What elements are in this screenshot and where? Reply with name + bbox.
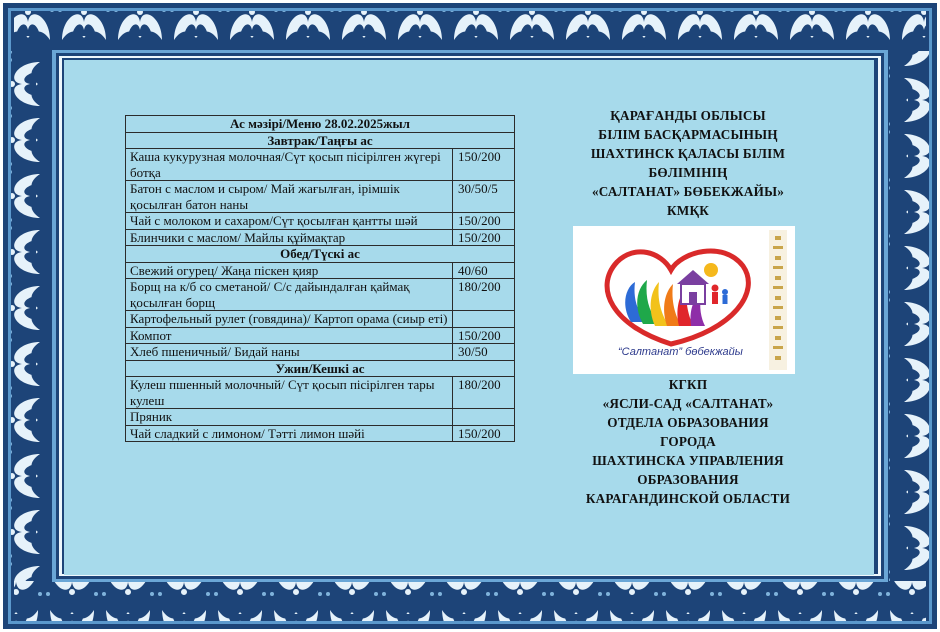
table-row: [126, 279, 515, 311]
org-ru-line: КАРАГАНДИНСКОЙ ОБЛАСТИ: [585, 491, 791, 506]
org-ru-line: «ЯСЛИ-САД «САЛТАНАТ»: [602, 396, 774, 411]
section-heading-lunch: Обед/Түскі ас: [126, 246, 515, 263]
dish-name: Чай сладкий с лимоном/ Тәтті лимон шәйі: [126, 425, 453, 442]
org-kz-line: КМҚК: [667, 203, 709, 218]
dish-portion: 30/50/5: [453, 181, 515, 213]
table-row: [126, 262, 515, 279]
dish-name: Свежий огурец/ Жаңа піскен қияр: [126, 262, 453, 279]
dish-name: Хлеб пшеничный/ Бидай наны: [126, 344, 453, 361]
dish-portion: 150/200: [453, 213, 515, 230]
dish-portion: 150/200: [453, 327, 515, 344]
org-name-russian: [558, 375, 818, 508]
table-row: [126, 229, 515, 246]
org-kz-line: ШАХТИНСК ҚАЛАСЫ БІЛІМ: [590, 146, 786, 161]
dish-name: Картофельный рулет (говядина)/ Картоп орама (сиыр еті): [126, 311, 453, 328]
dish-portion: [453, 311, 515, 328]
table-row: [126, 181, 515, 213]
section-heading-row: [126, 132, 515, 149]
org-ru-line: ГОРОДА: [660, 434, 716, 449]
dish-name: Пряник: [126, 409, 453, 426]
section-heading-breakfast: Завтрак/Таңғы ас: [126, 132, 515, 149]
dish-portion: 180/200: [453, 377, 515, 409]
dish-portion: 150/200: [453, 229, 515, 246]
dish-name: Борщ на к/б со сметаной/ С/с дайындалған қаймақ қосылған борщ: [126, 279, 453, 311]
table-row: [126, 409, 515, 426]
table-row: [126, 149, 515, 181]
menu-title: Ас мәзірі/Меню 28.02.2025жыл: [126, 116, 515, 133]
table-row: [126, 425, 515, 442]
org-kz-line: «САЛТАНАТ» БӨБЕКЖАЙЫ»: [591, 184, 785, 199]
menu-title-row: [126, 116, 515, 133]
org-ru-line: ОБРАЗОВАНИЯ: [637, 472, 739, 487]
dish-portion: [453, 409, 515, 426]
table-row: [126, 344, 515, 361]
dish-name: Чай с молоком и сахаром/Сүт қосылған қантты шәй: [126, 213, 453, 230]
table-row: [126, 213, 515, 230]
dish-name: Батон с маслом и сыром/ Май жағылған, ірімшік қосылған батон наны: [126, 181, 453, 213]
org-ru-line: ШАХТИНСКА УПРАВЛЕНИЯ: [592, 453, 784, 468]
org-ru-line: КГКП: [668, 377, 708, 392]
org-kz-line: ҚАРАҒАНДЫ ОБЛЫСЫ: [610, 108, 766, 123]
dish-name: Каша кукурузная молочная/Сүт қосып пісірілген жүгері ботқа: [126, 149, 453, 181]
dish-name: Кулеш пшенный молочный/ Сүт қосып пісірілген тары кулеш: [126, 377, 453, 409]
table-row: [126, 311, 515, 328]
table-row: [126, 377, 515, 409]
org-ru-line: ОТДЕЛА ОБРАЗОВАНИЯ: [607, 415, 769, 430]
table-row: [126, 327, 515, 344]
section-heading-row: [126, 360, 515, 377]
dish-portion: 40/60: [453, 262, 515, 279]
org-kz-line: БІЛІМ БАСҚАРМАСЫНЫҢ: [598, 127, 778, 142]
dish-portion: 150/200: [453, 149, 515, 181]
dish-portion: 30/50: [453, 344, 515, 361]
dish-portion: 150/200: [453, 425, 515, 442]
logo-caption: “Салтанат” бөбекжайы: [618, 346, 743, 358]
org-name-kazakh: [558, 106, 818, 220]
section-heading-row: [126, 246, 515, 263]
dish-portion: 180/200: [453, 279, 515, 311]
section-heading-dinner: Ужин/Кешкі ас: [126, 360, 515, 377]
menu-table: [125, 115, 515, 442]
dish-name: Компот: [126, 327, 453, 344]
dish-name: Блинчики с маслом/ Майлы құймақтар: [126, 229, 453, 246]
org-kz-line: БӨЛІМІНІҢ: [648, 165, 728, 180]
kindergarten-logo: [573, 226, 795, 374]
